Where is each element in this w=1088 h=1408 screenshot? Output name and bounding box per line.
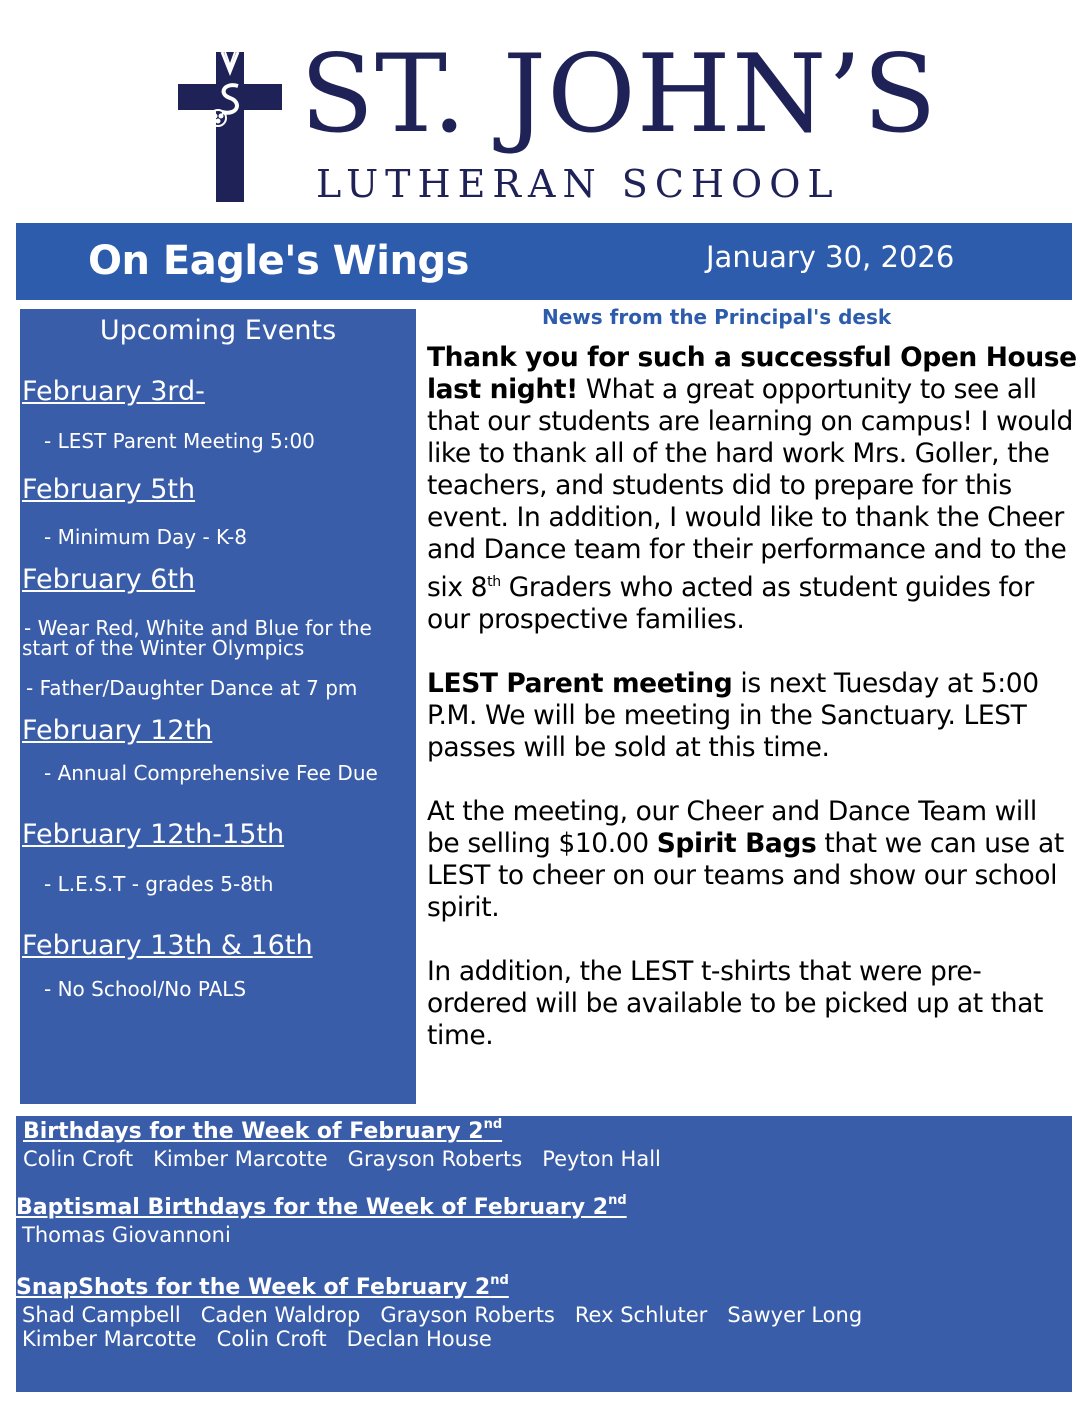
birthday-name: Colin Croft [23,1147,134,1171]
snapshot-name: Kimber Marcotte [22,1327,197,1351]
event-item: - L.E.S.T - grades 5-8th [44,872,274,896]
event-item: - LEST Parent Meeting 5:00 [44,429,315,453]
baptismal-heading-text: Baptismal Birthdays for the Week of February 2 [16,1195,609,1220]
baptismal-heading [16,1194,627,1222]
news-bold-text: Spirit Bags [656,827,817,859]
event-item: start of the Winter Olympics [22,636,305,660]
birthday-name: Grayson Roberts [347,1147,523,1171]
newsletter-title: On Eagle's Wings [88,238,469,284]
news-text: Graders who acted as student guides for our prospective families. [427,571,1034,635]
snapshots-heading-text: SnapShots for the Week of February 2 [16,1275,491,1300]
news-paragraph [427,796,1077,924]
event-date: February 3rd- [22,376,205,407]
news-bold-text: LEST Parent meeting [427,667,733,699]
snapshot-name: Caden Waldrop [200,1303,361,1327]
event-date: February 12th [22,715,213,746]
snapshot-name: Colin Croft [216,1327,327,1351]
birthdays-heading-sup: nd [483,1117,503,1132]
news-paragraph [427,342,1077,636]
school-name: ST. JOHN’S [300,32,938,157]
event-item: - Wear Red, White and Blue for the [24,616,372,640]
snapshots-names-row [22,1326,512,1352]
school-subtitle: LUTHERAN SCHOOL [316,162,840,206]
snapshot-name: Declan House [346,1327,492,1351]
baptismal-names [22,1222,251,1248]
news-superscript: th [487,574,501,590]
baptismal-name: Thomas Giovannoni [22,1223,231,1247]
news-text: What a great opportunity to see all that our students are learning on campus! I would like to thank all of the hard work Mrs. Goller, the teachers, and students did to prepare for this event. In addition, I would like to thank the Cheer and Dance team for their performance and to the six 8 [427,374,1073,603]
news-text: In addition, the LEST t-shirts that were pre-ordered will be available to be picked up at that time. [427,955,1043,1051]
celebrations-panel [16,1116,1072,1392]
snapshot-name: Grayson Roberts [380,1303,555,1327]
snapshots-heading-sup: nd [490,1273,509,1288]
news-text: At the meeting, our Cheer and Dance Team will be selling $10.00 [427,795,1037,859]
newsletter-date: January 30, 2026 [706,240,955,274]
event-date: February 13th & 16th [22,930,313,961]
news-text: that we can use at LEST to cheer on our teams and show our school spirit. [427,827,1064,923]
snapshot-name: Shad Campbell [22,1303,181,1327]
birthdays-heading-text: Birthdays for the Week of February 2 [23,1119,484,1144]
principal-news-body [427,342,1077,1084]
upcoming-events-panel [20,309,416,1104]
snapshot-name: Rex Schluter [574,1303,708,1327]
news-paragraph [427,668,1077,764]
event-date: February 5th [22,474,196,505]
newsletter-banner [16,223,1072,300]
upcoming-events-heading: Upcoming Events [99,315,337,346]
snapshots-heading [16,1274,509,1302]
birthdays-names [23,1146,681,1172]
snapshot-name: Sawyer Long [727,1303,863,1327]
school-cross-logo [178,52,282,202]
event-item: - Annual Comprehensive Fee Due [44,761,378,785]
birthdays-heading [23,1118,502,1146]
baptismal-heading-sup: nd [608,1193,627,1208]
event-item: - Father/Daughter Dance at 7 pm [26,676,358,700]
event-date: February 6th [22,564,196,595]
news-paragraph [427,956,1077,1052]
event-date: February 12th-15th [22,819,285,850]
news-text: is next Tuesday at 5:00 P.M. We will be meeting in the Sanctuary. LEST passes will be sold at this time. [427,667,1039,763]
snapshots-names-row [22,1302,882,1328]
birthday-name: Kimber Marcotte [153,1147,328,1171]
news-bold-text: Thank you for such a successful Open House last night! [427,342,1077,405]
event-item: - Minimum Day - K-8 [44,525,247,549]
principal-news-heading: News from the Principal's desk [542,305,892,329]
birthday-name: Peyton Hall [542,1147,661,1171]
event-item: - No School/No PALS [44,977,247,1001]
